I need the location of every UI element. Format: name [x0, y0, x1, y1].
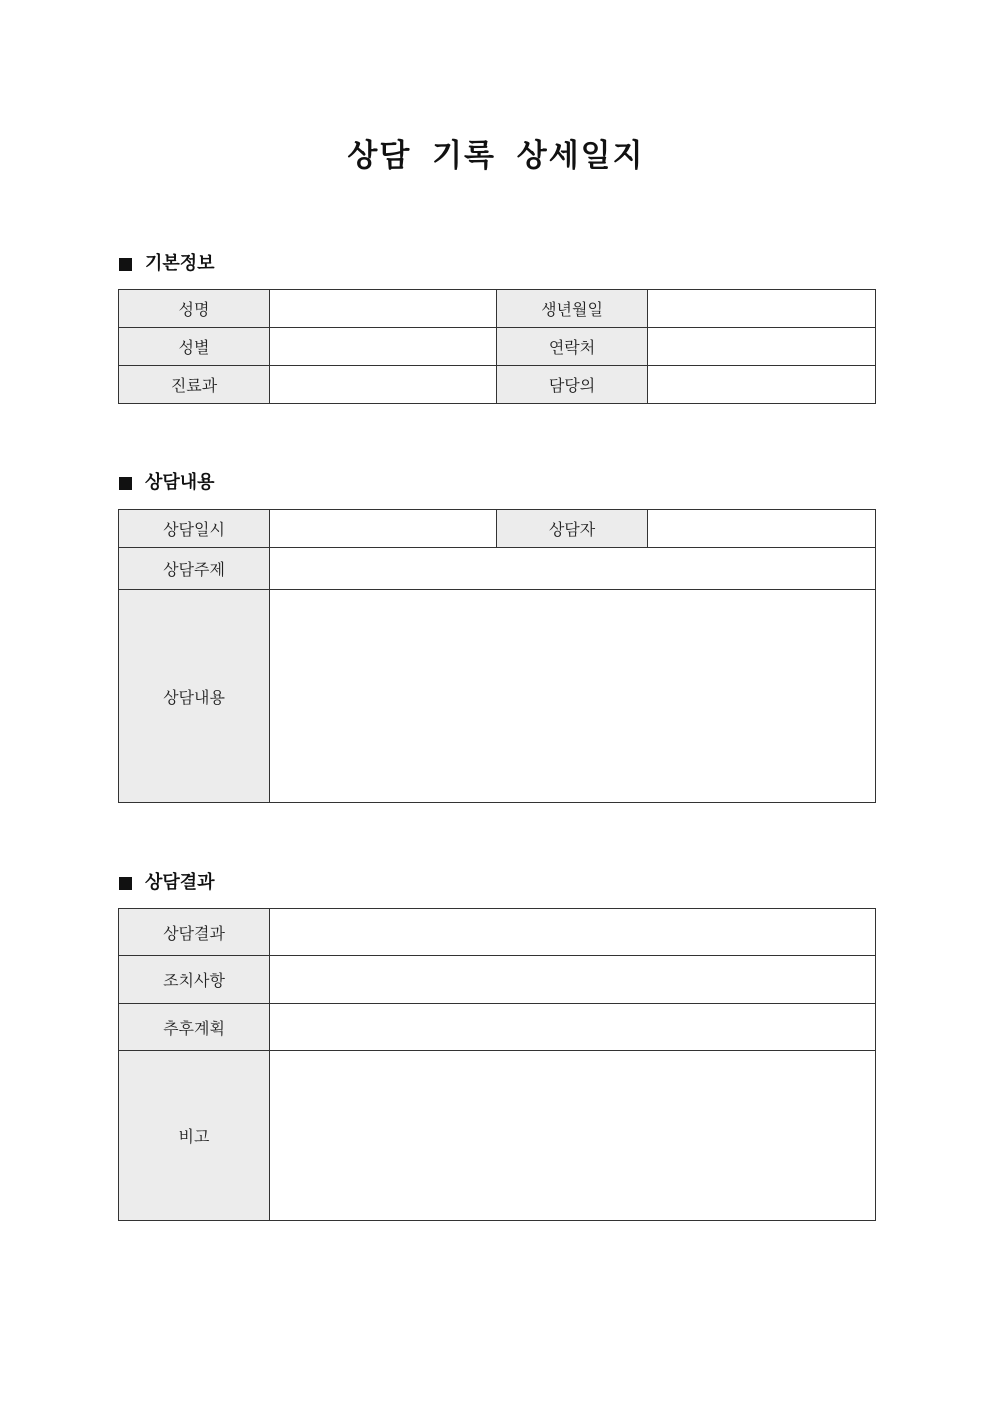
section-heading-label: 기본정보	[145, 253, 215, 274]
table-row	[119, 956, 876, 1004]
label-contact: 연락처	[497, 328, 648, 366]
label-date-time: 상담일시	[119, 510, 270, 548]
label-counselor: 상담자	[497, 510, 648, 548]
gender-field[interactable]	[270, 328, 497, 366]
content-field[interactable]	[270, 590, 876, 803]
label-department: 진료과	[119, 366, 270, 404]
label-result: 상담결과	[119, 909, 270, 956]
remarks-field[interactable]	[270, 1051, 876, 1221]
basic-info-table	[118, 289, 876, 404]
department-field[interactable]	[270, 366, 497, 404]
label-actions: 조치사항	[119, 956, 270, 1004]
actions-field[interactable]	[270, 956, 876, 1004]
table-row	[119, 510, 876, 548]
label-topic: 상담주제	[119, 548, 270, 590]
section-heading-basic-info	[119, 251, 215, 277]
label-follow-up: 추후계획	[119, 1004, 270, 1051]
document-title: 상담 기록 상세일지	[347, 138, 645, 174]
table-row	[119, 548, 876, 590]
follow-up-field[interactable]	[270, 1004, 876, 1051]
square-bullet-icon	[119, 877, 132, 890]
result-field[interactable]	[270, 909, 876, 956]
section-heading-consultation	[119, 470, 215, 496]
label-doctor: 담당의	[497, 366, 648, 404]
table-row	[119, 1004, 876, 1051]
table-row	[119, 366, 876, 404]
date-time-field[interactable]	[270, 510, 497, 548]
label-remarks: 비고	[119, 1051, 270, 1221]
table-row	[119, 590, 876, 803]
topic-field[interactable]	[270, 548, 876, 590]
section-heading-label: 상담결과	[145, 872, 215, 893]
table-row	[119, 1051, 876, 1221]
section-heading-result	[119, 870, 215, 896]
label-gender: 성별	[119, 328, 270, 366]
consultation-table	[118, 509, 876, 803]
square-bullet-icon	[119, 258, 132, 271]
section-heading-label: 상담내용	[145, 472, 215, 493]
name-field[interactable]	[270, 290, 497, 328]
label-birth-date: 생년월일	[497, 290, 648, 328]
result-table	[118, 908, 876, 1221]
table-row	[119, 909, 876, 956]
birth-date-field[interactable]	[648, 290, 876, 328]
square-bullet-icon	[119, 477, 132, 490]
contact-field[interactable]	[648, 328, 876, 366]
label-content: 상담내용	[119, 590, 270, 803]
label-name: 성명	[119, 290, 270, 328]
counselor-field[interactable]	[648, 510, 876, 548]
doctor-field[interactable]	[648, 366, 876, 404]
table-row	[119, 328, 876, 366]
table-row	[119, 290, 876, 328]
